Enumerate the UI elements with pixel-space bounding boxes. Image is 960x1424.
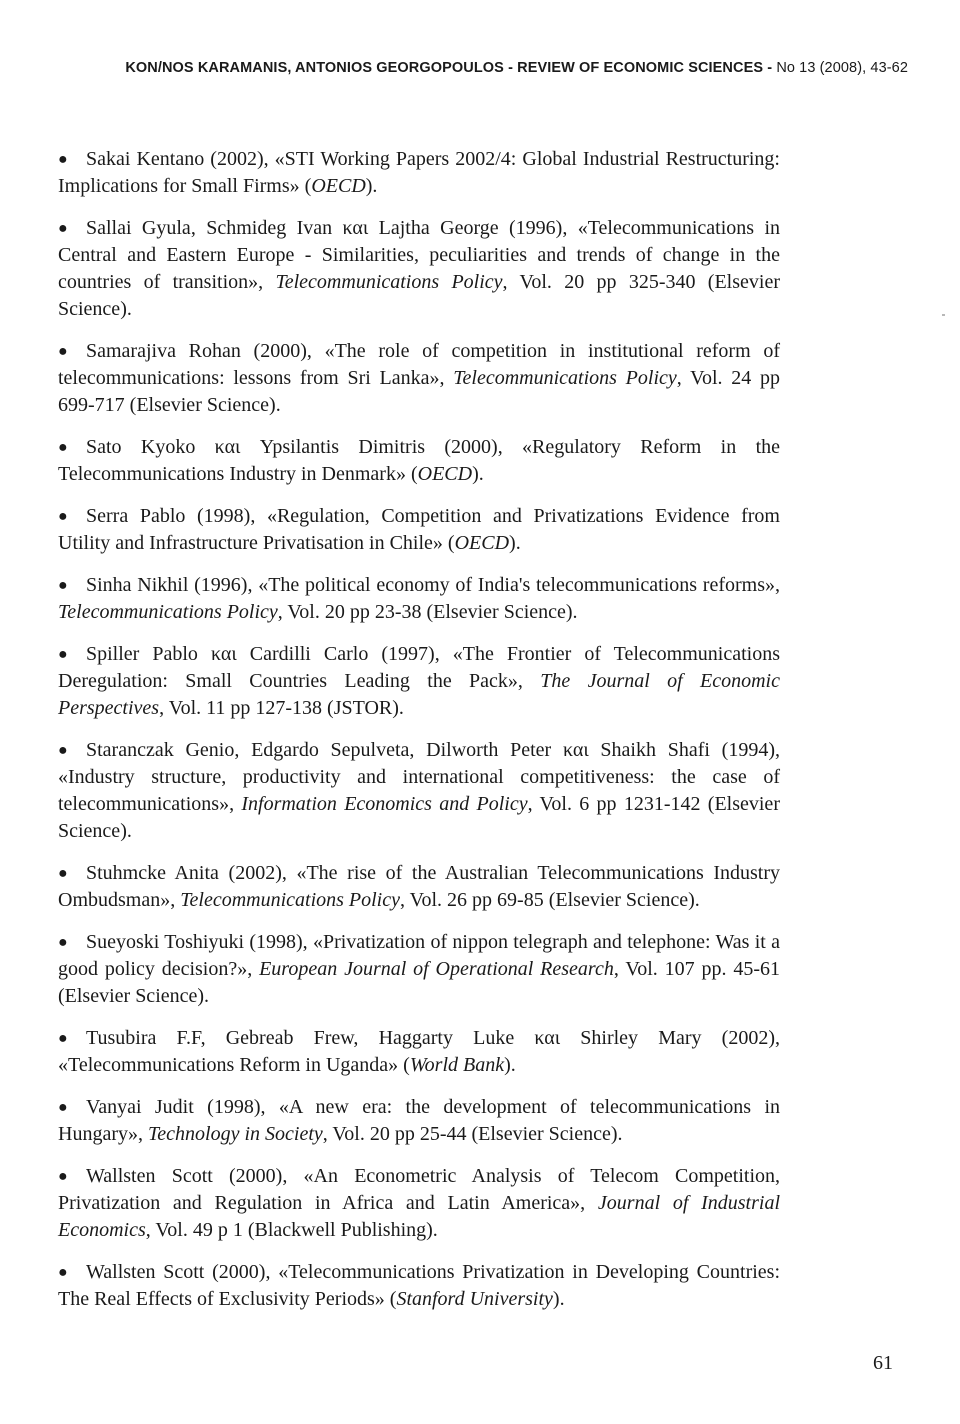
reference-text: Samarajiva Rohan (2000), «The role of competition in institutional reform of telecommunications: lessons from Sri Lanka», — [58, 340, 780, 389]
reference-source: OECD — [454, 532, 510, 554]
reference-source: The Journal of Economic Perspectives — [58, 670, 780, 719]
reference-details: , Vol. 24 pp 699-717 (Elsevier Science). — [58, 367, 781, 416]
reference-details: , Vol. 20 pp 23-38 (Elsevier Science). — [277, 601, 578, 623]
reference-source: Information Economics and Policy — [241, 793, 528, 815]
running-header-title: KON/NOS KARAMANIS, ANTONIOS GEORGOPOULOS - REVIEW OF ECONOMIC SCIENCES - — [125, 60, 777, 76]
page-number: 61 — [873, 1352, 893, 1374]
reference-details: ). — [365, 175, 378, 197]
reference-entry — [58, 1163, 780, 1244]
reference-source: Journal of Industrial Economics — [58, 1192, 781, 1241]
reference-text: Sakai Kentano (2002), «STI Working Papers 2002/4: Global Industrial Restructuring: Implications for Small Firms» ( — [58, 148, 780, 197]
reference-text: Wallsten Scott (2000), «Telecommunications Privatization in Developing Countries: The Real Effects of Exclusivity Periods» ( — [58, 1261, 780, 1310]
running-header-issue: No 13 (2008), 43-62 — [776, 60, 908, 76]
reference-text: Sinha Nikhil (1996), «The political economy of India's telecommunications reforms», — [86, 574, 780, 596]
reference-text: Spiller Pablo και Cardilli Carlo (1997), «The Frontier of Telecommunications Deregulation: Small Countries Leading the Pack», — [58, 643, 780, 692]
bullet-icon: ● — [58, 343, 68, 360]
reference-entry — [58, 146, 780, 200]
reference-text: Vanyai Judit (1998), «A new era: the development of telecommunications in Hungary», — [58, 1096, 780, 1145]
reference-source: Telecommunications Policy — [453, 367, 677, 389]
reference-entry — [58, 338, 780, 419]
reference-text: Sueyoski Toshiyuki (1998), «Privatization of nippon telegraph and telephone: Was it a good policy decision?», — [58, 931, 780, 980]
reference-source: World Bank — [409, 1054, 505, 1076]
reference-details: , Vol. 11 pp 127-138 (JSTOR). — [159, 697, 404, 719]
bullet-icon: ● — [58, 646, 68, 663]
reference-entry — [58, 434, 780, 488]
reference-text: Sallai Gyula, Schmideg Ivan και Lajtha George (1996), «Telecommunications in Central and Eastern Europe - Similarities, peculiarities and trends of change in the countries of transition», — [58, 217, 780, 293]
bullet-icon: ● — [58, 934, 68, 951]
reference-entry — [58, 641, 780, 722]
bullet-icon: ● — [58, 1099, 68, 1116]
reference-text: Serra Pablo (1998), «Regulation, Competition and Privatizations Evidence from Utility and Infrastructure Privatisation in Chile» ( — [58, 505, 780, 554]
reference-entry — [58, 1259, 780, 1313]
reference-text: Wallsten Scott (2000), «An Econometric Analysis of Telecom Competition, Privatization and Regulation in Africa and Latin America», — [58, 1165, 780, 1214]
reference-list — [58, 146, 780, 1328]
bullet-icon: ● — [58, 577, 68, 594]
bullet-icon: ● — [58, 1030, 68, 1047]
reference-entry — [58, 1025, 780, 1079]
reference-source: OECD — [311, 175, 366, 197]
reference-source: Telecommunications Policy — [275, 271, 503, 293]
reference-details: , Vol. 20 pp 325-340 (Elsevier Science). — [58, 271, 780, 320]
reference-source: Telecommunications Policy — [58, 601, 278, 623]
reference-text: Tusubira F.F, Gebreab Frew, Haggarty Luke και Shirley Mary (2002), «Telecommunications Reform in Uganda» ( — [58, 1027, 780, 1076]
reference-entry — [58, 1094, 780, 1148]
bullet-icon: ● — [58, 742, 68, 759]
reference-entry — [58, 929, 780, 1010]
bullet-icon: ● — [58, 1264, 68, 1281]
reference-entry — [58, 215, 780, 323]
reference-source: OECD — [417, 463, 473, 485]
reference-details: , Vol. 20 pp 25-44 (Elsevier Science). — [322, 1123, 623, 1145]
bullet-icon: ● — [58, 439, 68, 456]
reference-details: ). — [509, 532, 521, 554]
bullet-icon: ● — [58, 508, 68, 525]
reference-source: Technology in Society — [147, 1123, 323, 1145]
bullet-icon: ● — [58, 1168, 68, 1185]
reference-details: , Vol. 49 p 1 (Blackwell Publishing). — [145, 1219, 438, 1241]
running-header — [0, 60, 908, 76]
reference-details: , Vol. 6 pp 1231-142 (Elsevier Science). — [58, 793, 780, 842]
reference-entry — [58, 737, 780, 845]
reference-text: Sato Kyoko και Ypsilantis Dimitris (2000), «Regulatory Reform in the Telecommunications Industry in Denmark» ( — [58, 436, 780, 485]
scan-speck — [942, 314, 945, 316]
reference-details: ). — [504, 1054, 516, 1076]
reference-entry — [58, 860, 780, 914]
reference-entry — [58, 572, 780, 626]
bullet-icon: ● — [58, 865, 68, 882]
reference-source: Stanford University — [396, 1288, 553, 1310]
reference-entry — [58, 503, 780, 557]
reference-source: Telecommunications Policy — [180, 889, 400, 911]
reference-text: Stuhmcke Anita (2002), «The rise of the Australian Telecommunications Industry Ombudsman», — [58, 862, 780, 911]
reference-text: Staranczak Genio, Edgardo Sepulveta, Dilworth Peter και Shaikh Shafi (1994), «Industry structure, productivity and international competitiveness: the case of telecommunications», — [58, 739, 780, 815]
bullet-icon: ● — [58, 151, 68, 168]
reference-details: , Vol. 26 pp 69-85 (Elsevier Science). — [400, 889, 700, 911]
reference-details: ). — [552, 1288, 565, 1310]
reference-details: , Vol. 107 pp. 45-61 (Elsevier Science). — [58, 958, 780, 1007]
bullet-icon: ● — [58, 220, 68, 237]
reference-details: ). — [472, 463, 484, 485]
reference-source: European Journal of Operational Research — [259, 958, 614, 980]
